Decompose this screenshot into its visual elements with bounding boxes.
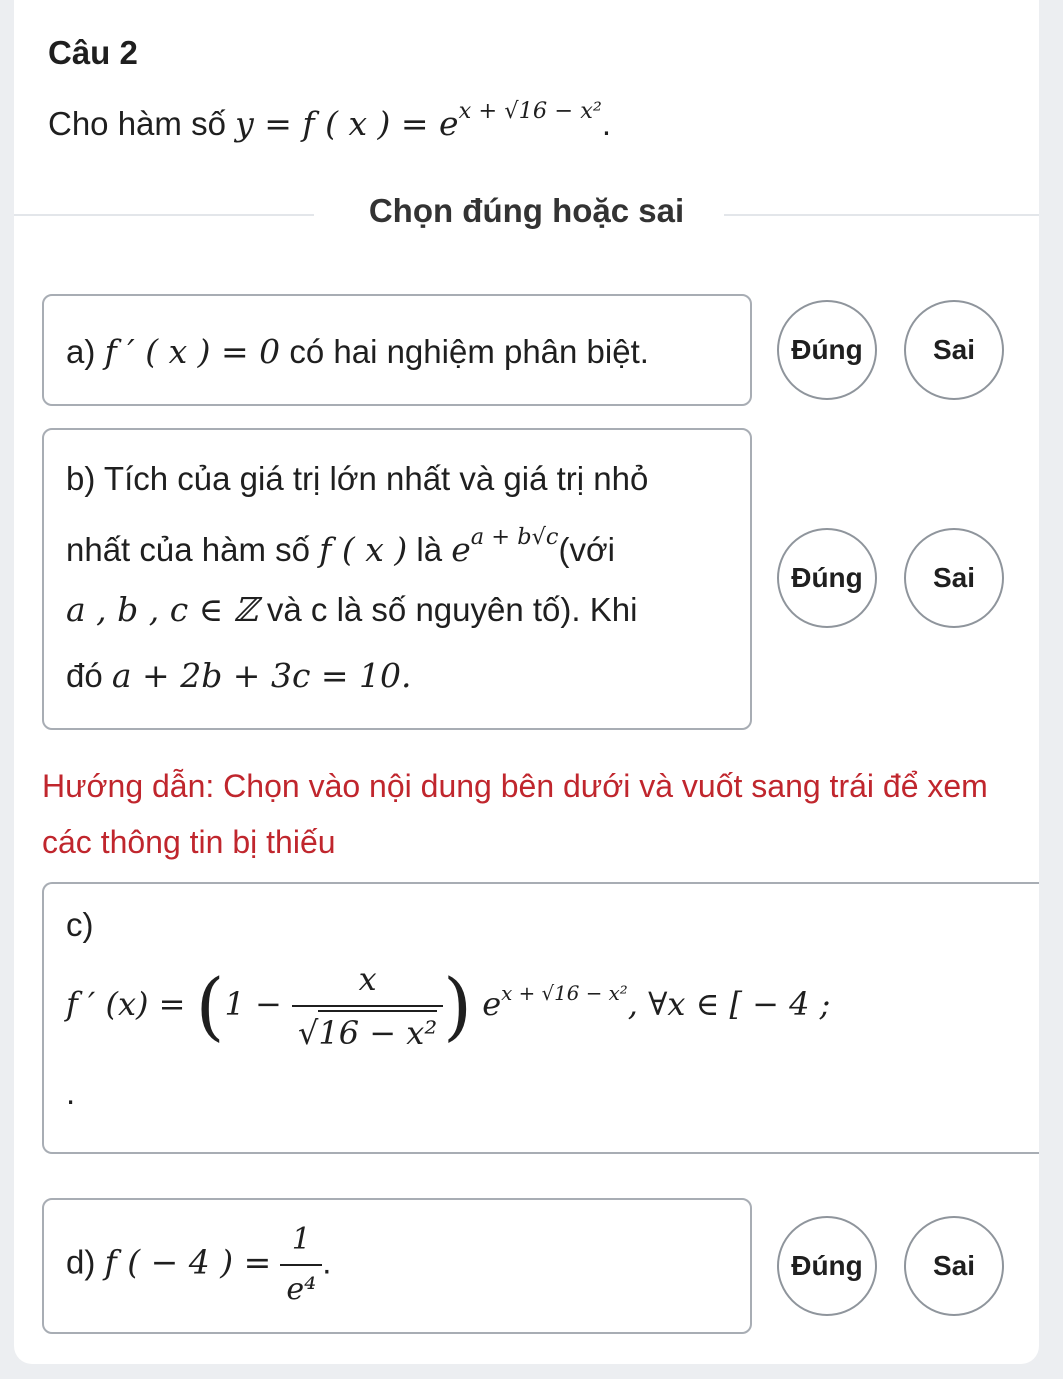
statement-d-suffix: . bbox=[322, 1243, 332, 1281]
statement-d-line bbox=[66, 1222, 331, 1308]
statement-b-line2-tail: (với bbox=[558, 530, 615, 568]
left-paren: ( bbox=[195, 963, 225, 1050]
statement-suffix: . bbox=[601, 104, 612, 142]
true-button-d[interactable]: Đúng bbox=[777, 1216, 877, 1316]
statement-d-frac-den: e⁴ bbox=[280, 1264, 322, 1308]
statement-b-line2 bbox=[66, 524, 615, 569]
statement-c-fraction bbox=[292, 959, 443, 1053]
question-title: Câu 2 bbox=[48, 34, 138, 71]
statement-b-line1-text: Tích của giá trị lớn nhất và giá trị nhỏ bbox=[103, 460, 649, 497]
statement-c-exp-base: e bbox=[482, 984, 502, 1023]
statement-d[interactable] bbox=[42, 1198, 752, 1334]
question-statement bbox=[48, 98, 611, 143]
statement-b-line3-text: và c là số nguyên tố). Khi bbox=[266, 591, 638, 628]
statement-math: y = f ( x ) = e bbox=[235, 103, 459, 143]
instruction-heading bbox=[14, 192, 1039, 230]
statement-c-frac-den: √16 − x² bbox=[292, 1005, 443, 1053]
statement-a-text: có hai nghiệm phân biệt. bbox=[289, 333, 649, 370]
statement-b-line2-la: là bbox=[416, 530, 443, 568]
statement-b-line2-math: f ( x ) bbox=[319, 529, 408, 569]
hint-text: Hướng dẫn: Chọn vào nội dung bên dưới và vuốt sang trái để xem các thông tin bị thiếu bbox=[42, 768, 988, 860]
statement-b[interactable] bbox=[42, 428, 752, 730]
statement-b-line4-text: đó bbox=[66, 657, 103, 694]
false-button-a[interactable]: Sai bbox=[904, 300, 1004, 400]
statement-c-trailing: . bbox=[66, 1074, 76, 1111]
true-button-b[interactable]: Đúng bbox=[777, 528, 877, 628]
statement-d-fraction bbox=[280, 1222, 322, 1308]
statement-c-domain: , ∀x ∈ [ − 4 ; bbox=[627, 984, 831, 1023]
statement-d-lhs: f ( − 4 ) = bbox=[104, 1242, 272, 1282]
false-button-d[interactable]: Sai bbox=[904, 1216, 1004, 1316]
false-button-b[interactable]: Sai bbox=[904, 528, 1004, 628]
statement-c-sqrt-arg: 16 − x² bbox=[318, 1010, 437, 1052]
statement-b-line4-math: a + 2b + 3c = 10. bbox=[111, 656, 412, 695]
statement-b-base: e bbox=[451, 529, 471, 569]
statement-a-math: f ′ ( x ) = 0 bbox=[104, 332, 281, 371]
statement-exponent: x + √16 − x² bbox=[458, 98, 602, 124]
statement-c-formula bbox=[66, 944, 830, 1056]
statement-c-frac-num: x bbox=[358, 960, 377, 999]
statement-b-line1 bbox=[66, 460, 648, 498]
statement-b-line3 bbox=[66, 590, 637, 629]
statement-b-line2-text: nhất của hàm số bbox=[66, 530, 310, 568]
statement-c-label: c) bbox=[66, 906, 94, 943]
right-paren: ) bbox=[443, 963, 473, 1050]
statement-a[interactable] bbox=[42, 294, 752, 406]
statement-b-line4 bbox=[66, 656, 412, 695]
statement-d-label: d) bbox=[66, 1243, 96, 1281]
statement-d-frac-num: 1 bbox=[291, 1222, 311, 1257]
statement-b-label: b) bbox=[66, 460, 96, 497]
statement-c-one-minus: 1 − bbox=[224, 984, 282, 1023]
statement-c-exp-power: x + √16 − x² bbox=[501, 982, 628, 1005]
statement-c[interactable] bbox=[42, 882, 1039, 1154]
instruction-text: Chọn đúng hoặc sai bbox=[333, 192, 720, 229]
statement-a-line bbox=[66, 332, 649, 371]
statement-prefix: Cho hàm số bbox=[48, 104, 226, 142]
statement-c-lhs: f ′ (x) = bbox=[66, 984, 186, 1023]
question-card bbox=[14, 0, 1039, 1364]
statement-b-exponent: a + b√c bbox=[470, 524, 559, 550]
statement-a-label: a) bbox=[66, 333, 96, 370]
statement-b-line3-math: a , b , c ∈ ℤ bbox=[66, 590, 258, 629]
true-button-a[interactable]: Đúng bbox=[777, 300, 877, 400]
